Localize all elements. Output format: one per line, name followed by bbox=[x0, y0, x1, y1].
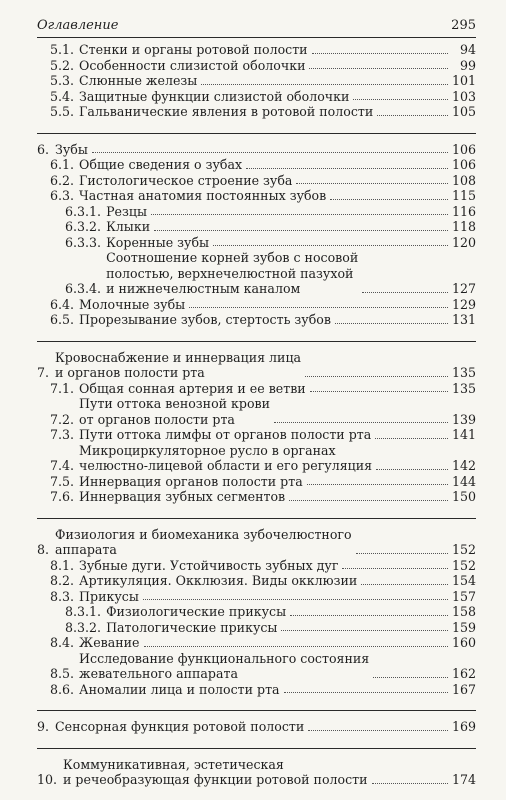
toc-entry[interactable] bbox=[37, 757, 476, 788]
toc-entry-page: 167 bbox=[451, 681, 476, 697]
dot-leader bbox=[289, 500, 448, 501]
toc-entry-number: 6.3.1. bbox=[65, 203, 102, 219]
toc-entry-title: Артикуляция. Окклюзия. Виды окклюзии bbox=[79, 573, 358, 588]
toc-entry-title: Защитные функции слизистой оболочки bbox=[79, 88, 350, 104]
toc-entry-page: 131 bbox=[451, 312, 476, 327]
toc-entry-page: 157 bbox=[451, 588, 476, 604]
toc-entry-page: 144 bbox=[451, 473, 476, 489]
toc-entry-page: 120 bbox=[451, 234, 476, 250]
toc-entry[interactable] bbox=[37, 381, 476, 397]
toc-entry-title: Иннервация зубных сегментов bbox=[79, 489, 286, 504]
toc-entry-page: 127 bbox=[451, 281, 476, 296]
toc-entry[interactable] bbox=[37, 573, 476, 589]
toc-entry-title: Клыки bbox=[106, 219, 151, 234]
toc-entry-title: Гальванические явления в ротовой полости bbox=[79, 104, 374, 119]
dot-leader bbox=[201, 84, 448, 85]
toc-entry[interactable] bbox=[37, 443, 476, 474]
toc-entry-title: Частная анатомия постоянных зубов bbox=[79, 188, 327, 203]
toc-entry-number: 8.2. bbox=[50, 573, 75, 588]
toc-entry-page: 159 bbox=[451, 619, 476, 635]
toc-entry[interactable] bbox=[37, 219, 476, 235]
toc-entry-number: 8.6. bbox=[50, 681, 75, 697]
chapter-divider bbox=[37, 505, 476, 519]
toc-entry-page: 152 bbox=[451, 542, 476, 557]
toc-entry-number: 6.3. bbox=[50, 188, 75, 203]
toc-entry[interactable] bbox=[37, 73, 476, 89]
toc-entry-title: Соотношение корней зубов с носовой полостью, верхнечелюстной пазухой и нижнечелюстным каналом bbox=[106, 250, 359, 296]
toc-entry-title: Физиология и биомеханика зубочелюстного аппарата bbox=[55, 526, 352, 557]
toc-entry[interactable] bbox=[37, 350, 476, 381]
toc-entry[interactable] bbox=[37, 489, 476, 505]
dot-leader bbox=[353, 99, 448, 100]
toc-entry-page: 103 bbox=[451, 88, 476, 104]
page-number: 295 bbox=[451, 18, 476, 33]
toc-entry-number: 7.2. bbox=[50, 411, 75, 427]
dot-leader bbox=[310, 391, 448, 392]
toc-entry-page: 101 bbox=[451, 73, 476, 88]
toc-entry-number: 7. bbox=[37, 365, 50, 380]
toc-entry[interactable] bbox=[37, 719, 476, 735]
toc-entry-page: 141 bbox=[451, 427, 476, 442]
dot-leader bbox=[330, 199, 448, 200]
dot-leader bbox=[309, 68, 448, 69]
dot-leader bbox=[362, 292, 448, 293]
dot-leader bbox=[373, 677, 448, 678]
toc-entry-page: 139 bbox=[451, 411, 476, 427]
toc-entry[interactable] bbox=[37, 527, 476, 558]
toc-entry[interactable] bbox=[37, 651, 476, 682]
toc-entry-number: 8.5. bbox=[50, 666, 75, 681]
toc-entry-page: 174 bbox=[451, 772, 476, 787]
toc-entry-title: Патологические прикусы bbox=[106, 619, 278, 635]
dot-leader bbox=[189, 307, 448, 308]
toc-entry-title: Прорезывание зубов, стертость зубов bbox=[79, 312, 331, 327]
toc-entry[interactable] bbox=[37, 104, 476, 120]
toc-entry-page: 106 bbox=[451, 157, 476, 172]
toc-entry-page: 129 bbox=[451, 296, 476, 312]
dot-leader bbox=[308, 730, 448, 731]
toc-entry-title: Исследование функционального состояния жевательного аппарата bbox=[79, 650, 370, 681]
toc-entry[interactable] bbox=[37, 427, 476, 443]
toc-entry-title: Общие сведения о зубах bbox=[79, 157, 243, 172]
dot-leader bbox=[307, 484, 448, 485]
toc-entry-page: 106 bbox=[451, 141, 476, 157]
dot-leader bbox=[274, 422, 448, 423]
toc-entry[interactable] bbox=[37, 558, 476, 574]
toc-entry[interactable] bbox=[37, 250, 476, 297]
toc-entry-number: 5.1. bbox=[50, 42, 75, 57]
toc-entry-title: Пути оттока лимфы от органов полости рта bbox=[79, 427, 372, 442]
toc-entry[interactable] bbox=[37, 635, 476, 651]
dot-leader bbox=[92, 152, 448, 153]
chapter-divider bbox=[37, 735, 476, 749]
toc-entry-page: 158 bbox=[451, 604, 476, 619]
dot-leader bbox=[342, 568, 448, 569]
running-head-title: Оглавление bbox=[37, 18, 119, 33]
toc-entry-page: 135 bbox=[451, 380, 476, 396]
toc-entry-title: Пути оттока венозной крови от органов полости рта bbox=[79, 396, 271, 427]
toc-entry-title: Сенсорная функция ротовой полости bbox=[55, 719, 305, 734]
dot-leader bbox=[213, 245, 448, 246]
toc-entry[interactable] bbox=[37, 312, 476, 328]
toc-entry-page: 150 bbox=[451, 489, 476, 504]
toc-entry-number: 5.5. bbox=[50, 104, 75, 119]
dot-leader bbox=[356, 553, 448, 554]
toc-entry-title: Зубы bbox=[55, 141, 88, 157]
toc-entry-number: 8.4. bbox=[50, 635, 75, 650]
toc-entry-number: 5.4. bbox=[50, 88, 75, 104]
toc-entry-title: Зубные дуги. Устойчивость зубных дуг bbox=[79, 557, 339, 573]
dot-leader bbox=[143, 599, 448, 600]
toc-entry-page: 162 bbox=[451, 666, 476, 681]
toc-entry-number: 6.5. bbox=[50, 312, 75, 327]
toc-entry-title: Молочные зубы bbox=[79, 296, 186, 312]
toc-entry-number: 6.1. bbox=[50, 157, 75, 172]
toc-entry-title: Гистологическое строение зуба bbox=[79, 172, 293, 188]
chapter-divider bbox=[37, 328, 476, 342]
chapter-divider bbox=[37, 697, 476, 711]
toc-entry-number: 6.4. bbox=[50, 296, 75, 312]
toc-entry-page: 108 bbox=[451, 172, 476, 188]
dot-leader bbox=[305, 376, 448, 377]
toc-entry[interactable] bbox=[37, 682, 476, 698]
toc-entry-page: 118 bbox=[451, 219, 476, 234]
toc-entry-page: 115 bbox=[451, 188, 476, 203]
toc-entry-number: 8.3.2. bbox=[65, 619, 102, 635]
toc-entry-number: 6.2. bbox=[50, 172, 75, 188]
toc-entry-number: 5.2. bbox=[50, 57, 75, 73]
toc-entry[interactable] bbox=[37, 58, 476, 74]
toc-entry-number: 7.5. bbox=[50, 473, 75, 489]
dot-leader bbox=[335, 323, 448, 324]
toc-entry[interactable] bbox=[37, 142, 476, 158]
dot-leader bbox=[376, 469, 448, 470]
toc-entry-title: Физиологические прикусы bbox=[106, 604, 287, 619]
toc-entry-number: 7.4. bbox=[50, 458, 75, 473]
dot-leader bbox=[290, 615, 448, 616]
toc-entry[interactable] bbox=[37, 157, 476, 173]
toc-entry-page: 99 bbox=[459, 57, 476, 73]
toc-entry-title: Кровоснабжение и иннервация лица и органов полости рта bbox=[55, 349, 302, 380]
toc-entry-number: 8.3. bbox=[50, 588, 75, 604]
toc-entry-title: Особенности слизистой оболочки bbox=[79, 57, 306, 73]
toc-entry-title: Резцы bbox=[106, 203, 147, 219]
dot-leader bbox=[377, 115, 448, 116]
toc-entry-page: 135 bbox=[451, 365, 476, 380]
dot-leader bbox=[151, 214, 448, 215]
dot-leader bbox=[281, 630, 448, 631]
toc-entry-number: 7.3. bbox=[50, 427, 75, 442]
chapter-divider bbox=[37, 120, 476, 134]
toc-entry-title: Микроциркуляторное русло в органах челюстно-лицевой области и его регуляция bbox=[79, 442, 373, 473]
toc-entry-page: 105 bbox=[451, 104, 476, 119]
toc-entry-number: 8. bbox=[37, 542, 50, 557]
toc-entry[interactable] bbox=[37, 604, 476, 620]
toc-entry-page: 94 bbox=[459, 42, 476, 57]
toc-entry[interactable] bbox=[37, 204, 476, 220]
dot-leader bbox=[372, 783, 448, 784]
toc-entry-number: 7.6. bbox=[50, 489, 75, 504]
dot-leader bbox=[284, 692, 448, 693]
toc-entry-page: 116 bbox=[451, 203, 476, 219]
toc-entry-title: Прикусы bbox=[79, 588, 139, 604]
toc-entry[interactable] bbox=[37, 89, 476, 105]
dot-leader bbox=[296, 183, 448, 184]
toc-entry[interactable] bbox=[37, 474, 476, 490]
toc-entry-number: 6.3.3. bbox=[65, 234, 102, 250]
toc-entry-number: 9. bbox=[37, 719, 50, 734]
toc-entry-title: Жевание bbox=[79, 635, 140, 650]
toc-entry-page: 154 bbox=[451, 573, 476, 588]
toc-entry[interactable] bbox=[37, 589, 476, 605]
toc-entry[interactable] bbox=[37, 297, 476, 313]
toc-entry-number: 8.1. bbox=[50, 557, 75, 573]
dot-leader bbox=[144, 646, 448, 647]
toc-entry-number: 10. bbox=[37, 772, 58, 787]
toc-entry-page: 152 bbox=[451, 557, 476, 573]
dot-leader bbox=[154, 230, 448, 231]
toc-entry-number: 8.3.1. bbox=[65, 604, 102, 619]
toc-entry[interactable] bbox=[37, 173, 476, 189]
toc-entry-number: 6. bbox=[37, 141, 50, 157]
dot-leader bbox=[361, 584, 448, 585]
toc-entry-title: Аномалии лица и полости рта bbox=[79, 681, 280, 697]
toc-entry[interactable] bbox=[37, 42, 476, 58]
toc-entry-title: Иннервация органов полости рта bbox=[79, 473, 303, 489]
toc-entry-page: 142 bbox=[451, 458, 476, 473]
toc-entry[interactable] bbox=[37, 396, 476, 427]
toc-entry-number: 7.1. bbox=[50, 380, 75, 396]
toc-entry-title: Коммуникативная, эстетическая и речеобразующая функции ротовой полости bbox=[63, 756, 368, 787]
toc-entry-number: 6.3.4. bbox=[65, 281, 102, 296]
toc-entry-title: Стенки и органы ротовой полости bbox=[79, 42, 308, 57]
dot-leader bbox=[375, 438, 448, 439]
toc-entry[interactable] bbox=[37, 620, 476, 636]
toc-entry-page: 169 bbox=[451, 719, 476, 734]
dot-leader bbox=[312, 53, 448, 54]
toc-entry-title: Слюнные железы bbox=[79, 73, 198, 88]
toc-entry-title: Общая сонная артерия и ее ветви bbox=[79, 380, 306, 396]
table-of-contents bbox=[37, 42, 476, 788]
toc-entry-number: 5.3. bbox=[50, 73, 75, 88]
toc-entry-number: 6.3.2. bbox=[65, 219, 102, 234]
dot-leader bbox=[246, 168, 448, 169]
running-head bbox=[37, 0, 476, 38]
toc-entry-page: 160 bbox=[451, 635, 476, 650]
toc-entry[interactable] bbox=[37, 235, 476, 251]
toc-entry[interactable] bbox=[37, 188, 476, 204]
toc-entry-title: Коренные зубы bbox=[106, 234, 210, 250]
